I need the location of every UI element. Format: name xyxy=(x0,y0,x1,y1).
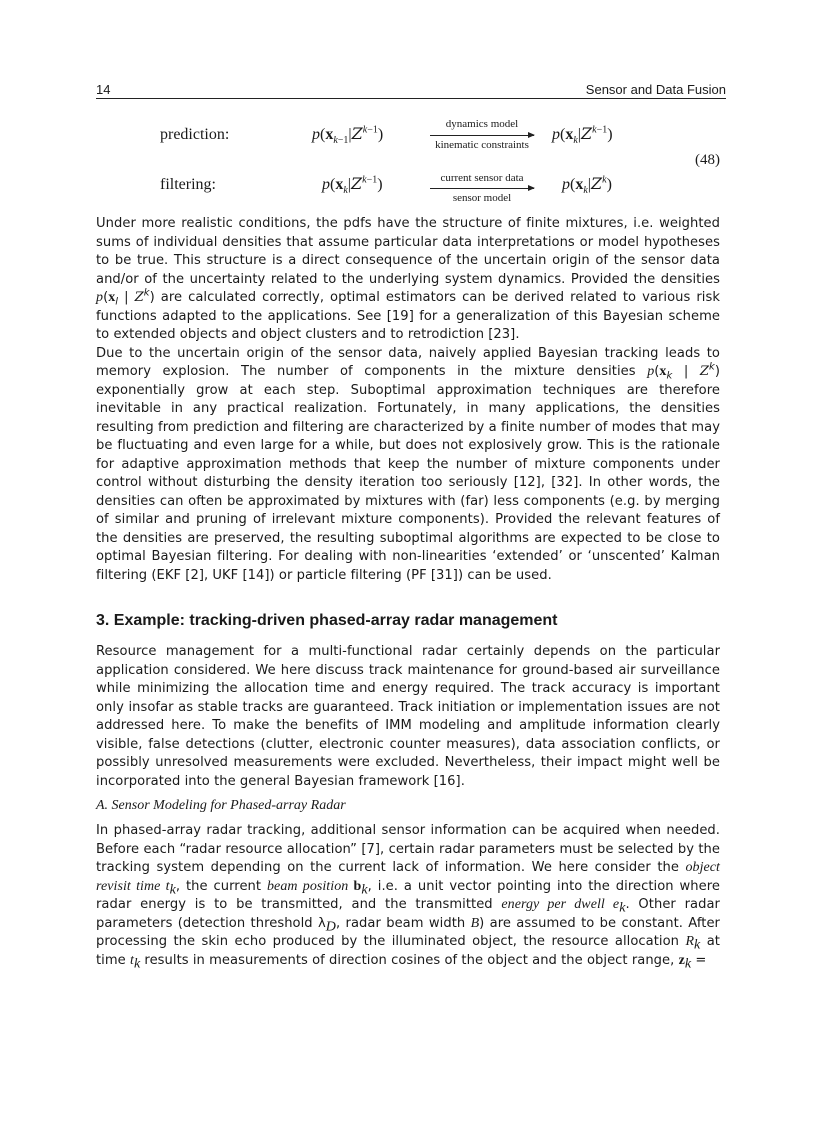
filtering-arrow xyxy=(430,188,534,189)
filtering-under-label: sensor model xyxy=(452,192,512,204)
math-density-xk: p xyxy=(647,364,655,379)
prediction-over-label: dynamics model xyxy=(445,118,519,130)
body-text-top xyxy=(96,215,720,585)
paragraph-memory-explosion: Due to the uncertain origin of the sensor data, naively applied Bayesian tracking leads to memory explosion. The number of components in the mixture densities $p(x_k$ | $Z^k$) exponentially grow at each step. Suboptimal approximation techniques are therefore inevitable in any practical realization. Fortunately, in many applications, the densities resulting from prediction and filtering are characterized by a finite number of modes that may be fluctuating and even large for a while, but does not explosively grow. This is the rationale for adaptive approximation methods that keep the number of mixture components under control without disturbing the density iteration too seriously [12], [32]. In other words, the densities can often be approximated by mixtures with (far) less components (e.g. by merging of similar and pruning of irrelevant mixture components). Provided the relevant features of the densities are preserved, the resulting suboptimal algorithms are expected to be close to optimal Bayesian filtering. For dealing with non-linearities ‘extended’ or ‘unscented’ Kalman filtering (EKF [2], UKF [14]) or particle filtering (PF [31]) can be used. xyxy=(96,345,721,583)
subsection-paragraph: In phased-array radar tracking, additional sensor information can be acquired when needed. Before each “radar resource allocation” [7], certain radar parameters must be selected by the tracking system depending on the current lack of information. We here consider the object revisit time $t_k$, the current beam position $b_k$, i.e. a unit vector pointing into the direction where radar energy is to be transmitted, and the transmitted energy per dwell $e_k$. Other radar parameters (detection threshold $\lambda_D$, radar beam width B) are assumed to be constant. After processing the skin echo produced by the illuminated object, the resource allocation $R_k$ at time $t_k$ results in measurements of direction cosines of the object and the object range, $z_k$ = xyxy=(96,823,720,972)
prediction-arrow xyxy=(430,135,534,136)
header-rule xyxy=(96,98,726,99)
filtering-label: filtering: xyxy=(160,176,216,193)
prediction-under-label: kinematic constraints xyxy=(435,139,529,151)
math-density-xl: p xyxy=(96,290,104,305)
filtering-rhs: $p(x_k|Z^k)$ xyxy=(562,174,612,197)
section-paragraph: Resource management for a multi-functional radar certainly depends on the particular application considered. We here discuss track maintenance for ground-based air surveillance while minimizing the allocation time and energy required. The track accuracy is important only insofar as stable tracks are guaranteed. Track initiation or implementation issues are not addressed here. To make the benefits of IMM modeling and amplitude information clearly visible, false detections (clutter, electronic counter measures), data association conflicts, or possibly unresolved measurements were excluded. Nevertheless, their impact might well be incorporated into the general Bayesian framework [16]. xyxy=(96,644,720,789)
running-header xyxy=(96,80,726,98)
prediction-lhs: $p(x_{k-1}|Z^{k-1})$ xyxy=(312,124,384,147)
equation-48 xyxy=(96,112,726,208)
filtering-lhs: $p(x_k|Z^{k-1})$ xyxy=(322,174,383,197)
subsection-heading: A. Sensor Modeling for Phased-array Radar xyxy=(96,798,346,813)
prediction-rhs: $p(x_k|Z^{k-1})$ xyxy=(552,124,613,147)
filtering-over-label: current sensor data xyxy=(440,172,524,184)
page-number: 14 xyxy=(96,82,111,97)
running-title: Sensor and Data Fusion xyxy=(585,82,726,97)
prediction-label: prediction: xyxy=(160,126,230,143)
section-heading: 3. Example: tracking-driven phased-array radar management xyxy=(96,612,558,629)
equation-number: (48) xyxy=(695,152,720,168)
paragraph-mixtures: Under more realistic conditions, the pdfs have the structure of finite mixtures, i.e. weighted sums of individual densities that assume particular data interpretations or model hypotheses to be true. This structure is a direct consequence of the uncertain origin of the sensor data and/or of the uncertainty related to the underlying system dynamics. Provided the densities $p(x_l$ | $Z^k$) are calculated correctly, optimal estimators can be derived related to various risk functions adapted to the applications. See [19] for a generalization of this Bayesian scheme to extended objects and object clusters and to retrodiction [23]. xyxy=(96,216,720,342)
